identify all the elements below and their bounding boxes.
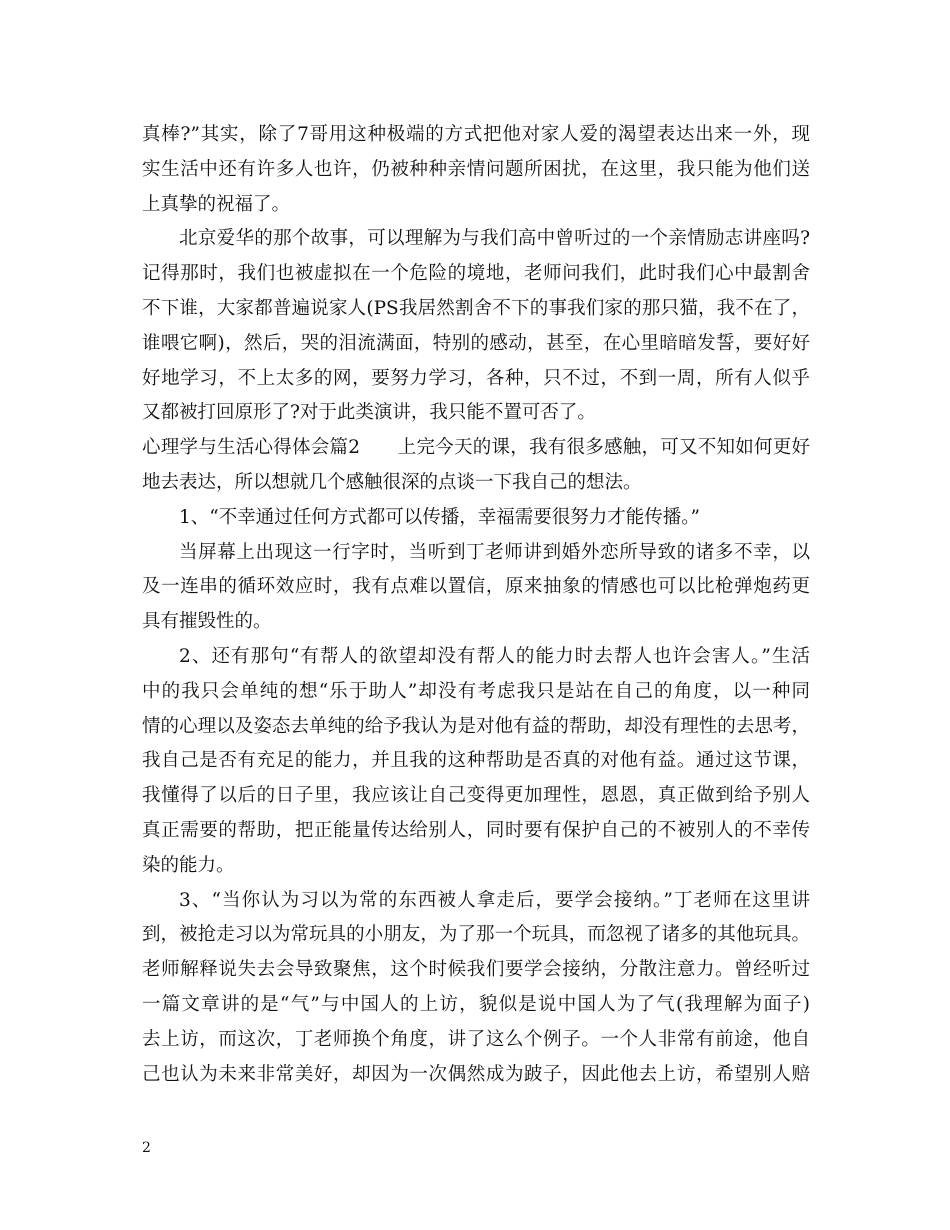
text-line: 真正需要的帮助，把正能量传达给别人，同时要有保护自己的不被别人的不幸传 [142,819,810,841]
text-line: 心理学与生活心得体会篇2 上完今天的课，我有很多感触，可又不知如何更好 [142,437,810,459]
text-line: 到，被抢走习以为常玩具的小朋友，为了那一个玩具，而忽视了诸多的其他玩具。 [142,924,810,946]
text-line: 好地学习，不上太多的网，要努力学习，各种，只不过，不到一周，所有人似乎 [142,367,810,389]
text-line: 北京爱华的那个故事，可以理解为与我们高中曾听过的一个亲情励志讲座吗? [179,228,810,250]
text-line: 不下谁，大家都普遍说家人(PS我居然割舍不下的事我们家的那只猫，我不在了， [142,297,810,319]
text-line: 及一连串的循环效应时，我有点难以置信，原来抽象的情感也可以比枪弹炮药更 [142,576,810,598]
text-line: 己也认为未来非常美好，却因为一次偶然成为跛子，因此他去上访，希望别人赔 [142,1063,810,1085]
text-line: 2、还有那句“有帮人的欲望却没有帮人的能力时去帮人也许会害人。”生活 [179,645,810,667]
text-line: 我自己是否有充足的能力，并且我的这种帮助是否真的对他有益。通过这节课， [142,750,810,772]
text-line: 又都被打回原形了?对于此类演讲，我只能不置可否了。 [142,402,596,424]
text-line: 染的能力。 [142,854,235,876]
text-line: 1、“不幸通过任何方式都可以传播，幸福需要很努力才能传播。” [179,506,700,528]
text-line: 老师解释说失去会导致聚焦，这个时候我们要学会接纳，分散注意力。曾经听过 [142,959,810,981]
text-line: 我懂得了以后的日子里，我应该让自己变得更加理性，恩恩，真正做到给予别人 [142,785,810,807]
text-line: 去上访，而这次，丁老师换个角度，讲了这么个例子。一个人非常有前途，他自 [142,1028,810,1050]
text-line: 上真挚的祝福了。 [142,193,291,215]
text-line: 具有摧毁性的。 [142,611,272,633]
text-line: 当屏幕上出现这一行字时，当听到丁老师讲到婚外恋所导致的诸多不幸，以 [179,541,810,563]
text-line: 一篇文章讲的是“气”与中国人的上访，貌似是说中国人为了气(我理解为面子) [142,993,810,1015]
body-text [142,118,810,1092]
page-number: 2 [142,1140,151,1156]
text-line: 记得那时，我们也被虚拟在一个危险的境地，老师问我们，此时我们心中最割舍 [142,263,810,285]
text-line: 情的心理以及姿态去单纯的给予我认为是对他有益的帮助，却没有理性的去思考， [142,715,810,737]
text-line: 实生活中还有许多人也许，仍被种种亲情问题所困扰，在这里，我只能为他们送 [142,158,810,180]
text-line: 谁喂它啊)，然后，哭的泪流满面，特别的感动，甚至，在心里暗暗发誓，要好好 [142,332,810,354]
text-line: 地去表达，所以想就几个感触很深的点谈一下我自己的想法。 [142,471,642,493]
text-line: 真棒?”其实，除了7哥用这种极端的方式把他对家人爱的渴望表达出来一外，现 [142,124,810,145]
text-line: 3、“当你认为习以为常的东西被人拿走后，要学会接纳。”丁老师在这里讲 [179,889,810,911]
text-line: 中的我只会单纯的想“乐于助人”却没有考虑我只是站在自己的角度，以一种同 [142,680,810,702]
